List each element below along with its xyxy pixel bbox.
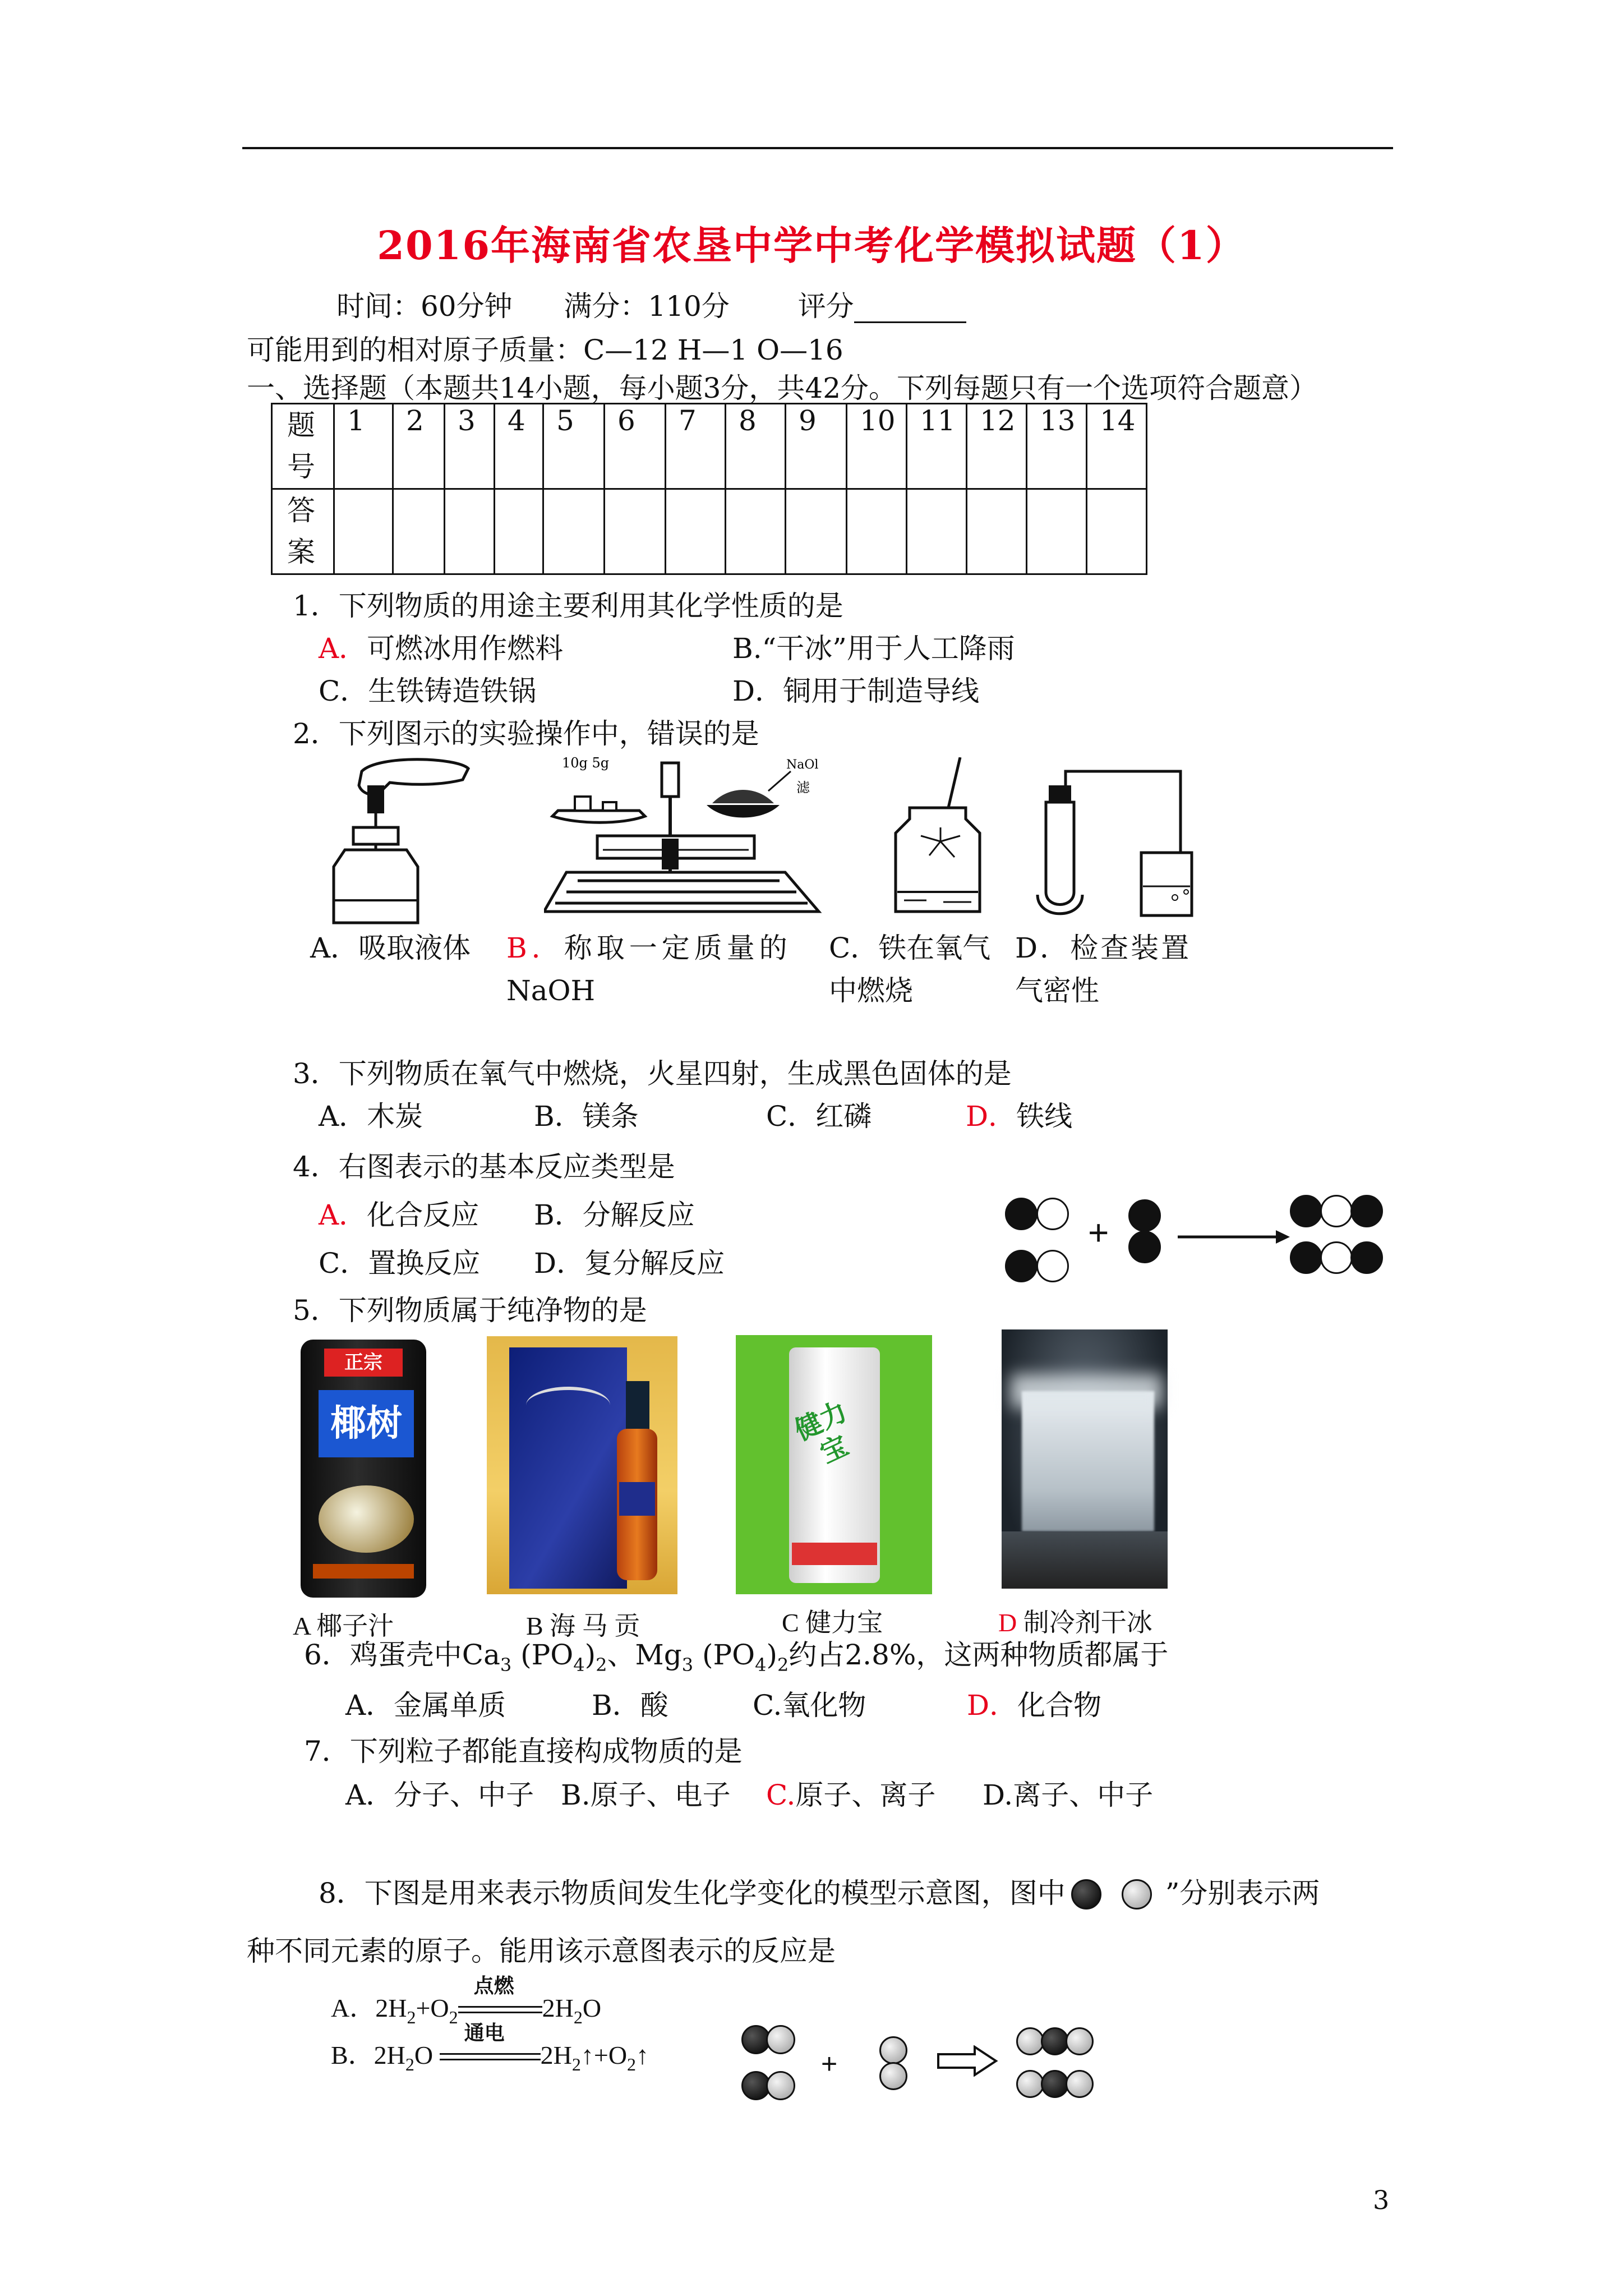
answer-cell[interactable]: [543, 489, 605, 574]
atom-black: [1005, 1250, 1038, 1282]
q7-option-a[interactable]: A．分子、中子: [345, 1779, 534, 1811]
answer-cell[interactable]: [907, 489, 967, 574]
atomic-mass-note: 可能用到的相对原子质量：C—12 H—1 O—16: [247, 334, 843, 366]
table-header-cell: 答 案: [272, 489, 334, 574]
atom-gray: [766, 2025, 795, 2054]
table-cell: 12: [967, 404, 1027, 489]
table-cell: 3: [445, 404, 495, 489]
atom-black: [1128, 1231, 1161, 1263]
answer-cell[interactable]: [393, 489, 445, 574]
can-brand-text: 健力宝: [790, 1395, 854, 1470]
answer-cell[interactable]: [666, 489, 726, 574]
table-cell: 13: [1027, 404, 1087, 489]
score-blank[interactable]: [854, 295, 966, 323]
q1-option-a[interactable]: A．可燃冰用作燃料: [319, 632, 564, 665]
atom-gray: [1016, 2070, 1044, 2098]
jianlibao-image: [736, 1335, 932, 1594]
full-score: 满分：110分: [564, 290, 730, 323]
atom-black: [1290, 1241, 1322, 1274]
answer-cell[interactable]: [1027, 489, 1087, 574]
atom-white: [1036, 1198, 1069, 1230]
q2-option-b-cont: NaOH: [506, 974, 596, 1007]
can-label-top: 正宗: [324, 1349, 403, 1377]
answer-cell[interactable]: [495, 489, 543, 574]
plus-sign: +: [821, 2048, 838, 2079]
q8-stem-cont: 种不同元素的原子。能用该示意图表示的反应是: [247, 1935, 836, 1967]
q2-option-c-cont: 中燃烧: [829, 974, 913, 1007]
q1-stem: 1．下列物质的用途主要利用其化学性质的是: [293, 590, 843, 622]
table-cell: 11: [907, 404, 967, 489]
arrow-icon: [1178, 1228, 1290, 1245]
q4-option-c[interactable]: C．置换反应: [319, 1247, 481, 1280]
table-row: [272, 489, 1147, 574]
section-heading: 一、选择题（本题共14小题，每小题3分，共42分。下列每题只有一个选项符合题意）: [247, 372, 1318, 404]
q6-option-c[interactable]: C.氧化物: [753, 1689, 866, 1722]
atom-gray: [1066, 2070, 1094, 2098]
q7-stem: 7．下列粒子都能直接构成物质的是: [304, 1735, 743, 1768]
q2-option-a[interactable]: A．吸取液体: [310, 932, 471, 964]
q1-option-d[interactable]: D．铜用于制造导线: [732, 675, 980, 707]
q4-option-a[interactable]: A．化合反应: [319, 1199, 479, 1231]
q4-option-d[interactable]: D．复分解反应: [534, 1247, 725, 1280]
atom-black: [1128, 1199, 1161, 1232]
atom-black: [1041, 2027, 1069, 2055]
q2-option-d[interactable]: D．检查装置: [1015, 932, 1192, 964]
atom-black: [1350, 1195, 1383, 1227]
table-header-cell: 题 号: [272, 404, 334, 489]
answer-cell[interactable]: [1087, 489, 1147, 574]
answer-cell[interactable]: [847, 489, 907, 574]
table-cell: 1: [334, 404, 393, 489]
table-cell: 8: [726, 404, 786, 489]
atom-white: [1320, 1195, 1353, 1227]
q8-stem-text-end: ”分别表示两: [1165, 1877, 1320, 1910]
table-cell: 6: [605, 404, 666, 489]
airtightness-figure: [1032, 769, 1200, 920]
q1-option-b[interactable]: B.“干冰”用于人工降雨: [732, 632, 1015, 665]
q2-option-d-cont: 气密性: [1015, 974, 1099, 1007]
answer-cell[interactable]: [334, 489, 393, 574]
q4-option-b[interactable]: B．分解反应: [534, 1199, 695, 1231]
reaction-condition: 通电: [464, 2022, 505, 2045]
iron-burning-figure: [887, 757, 988, 914]
time-limit: 时间：60分钟: [336, 290, 513, 323]
q5-stem: 5．下列物质属于纯净物的是: [293, 1294, 647, 1327]
atom-gray: [766, 2071, 795, 2100]
atom-gray: [1016, 2027, 1044, 2055]
atom-black: [1005, 1198, 1038, 1230]
q5-option-c[interactable]: C 健力宝: [782, 1608, 883, 1637]
q5-option-b[interactable]: B 海 马 贡: [526, 1612, 640, 1640]
hollow-arrow-icon: [937, 2045, 998, 2077]
table-cell: 5: [543, 404, 605, 489]
exam-meta: [336, 289, 966, 323]
q3-stem: 3．下列物质在氧气中燃烧，火星四射，生成黑色固体的是: [293, 1057, 1012, 1090]
dropper-figure: [328, 754, 474, 928]
atom-gray: [879, 2062, 907, 2090]
q5-option-d[interactable]: D 制冷剂干冰: [998, 1608, 1152, 1637]
q3-option-d[interactable]: D．铁线: [966, 1100, 1073, 1133]
atom-black: [1290, 1195, 1322, 1227]
table-cell: 7: [666, 404, 726, 489]
can-label-brand: 椰树: [319, 1390, 414, 1457]
q6-option-d[interactable]: D．化合物: [967, 1689, 1102, 1722]
q2-option-b[interactable]: B．称取一定质量的: [506, 932, 792, 964]
q5-option-a[interactable]: A 椰子汁: [293, 1612, 394, 1640]
answer-cell[interactable]: [605, 489, 666, 574]
atom-white: [1036, 1250, 1069, 1282]
exam-title: 2016年海南省农垦中学中考化学模拟试题（1）: [377, 222, 1246, 269]
reaction-condition: 点燃: [473, 1975, 514, 1998]
atom-black: [1041, 2070, 1069, 2098]
page-number: 3: [1373, 2185, 1390, 2215]
q6-option-b[interactable]: B．酸: [592, 1689, 668, 1722]
q6-stem: 6．鸡蛋壳中$Ca_3$ $(PO_4)_2$、$Mg_3$ $(PO_4)_2$约占2.8%，这两种物质都属于: [304, 1639, 1169, 1676]
q8-stem-text: 8．下图是用来表示物质间发生化学变化的模型示意图，图中: [319, 1877, 1066, 1910]
q7-option-d[interactable]: D.离子、中子: [983, 1779, 1154, 1811]
q2-option-c[interactable]: C．铁在氧气: [829, 932, 991, 964]
q8-option-a[interactable]: A．$2H_2+O_2$ 点燃 $2H_2O$: [331, 1993, 601, 2033]
haimagong-image: [487, 1336, 677, 1594]
q4-stem: 4．右图表示的基本反应类型是: [293, 1151, 675, 1183]
atom-gray: [879, 2036, 907, 2064]
score-label: 评分: [797, 290, 854, 323]
balance-figure: [544, 752, 824, 920]
balance-paper-label: 滤: [796, 780, 810, 795]
coconut-juice-image: [296, 1340, 431, 1598]
balance-naoh-label: NaOl: [786, 758, 819, 772]
q8-stem: [319, 1876, 1320, 1910]
q3-option-a[interactable]: A．木炭: [319, 1100, 423, 1133]
atom-white: [1320, 1241, 1353, 1274]
answer-cell[interactable]: [967, 489, 1027, 574]
answer-cell[interactable]: [445, 489, 495, 574]
table-cell: 10: [847, 404, 907, 489]
black-atom-icon: [1071, 1879, 1101, 1910]
atom-gray: [1066, 2027, 1094, 2055]
q7-option-c[interactable]: C.原子、离子: [766, 1779, 936, 1811]
table-cell: 14: [1087, 404, 1147, 489]
table-cell: 9: [786, 404, 847, 489]
atom-black: [1350, 1241, 1383, 1274]
answer-table: [271, 403, 1147, 575]
answer-cell[interactable]: [726, 489, 786, 574]
q1-option-c[interactable]: C．生铁铸造铁锅: [319, 675, 537, 707]
header-rule: [242, 147, 1393, 149]
table-cell: 2: [393, 404, 445, 489]
table-cell: 4: [495, 404, 543, 489]
q2-stem: 2．下列图示的实验操作中，错误的是: [293, 717, 759, 750]
gray-atom-icon: [1122, 1879, 1152, 1910]
table-row: [272, 404, 1147, 489]
q3-option-c[interactable]: C．红磷: [766, 1100, 872, 1133]
balance-weights-label: 10g 5g: [562, 755, 610, 771]
q8-option-b[interactable]: B．$2H_2O$ 通电 $2H_2↑+O_2↑$: [331, 2040, 649, 2080]
q6-option-a[interactable]: A．金属单质: [345, 1689, 506, 1722]
plus-sign: +: [1088, 1212, 1109, 1253]
q7-option-b[interactable]: B.原子、电子: [561, 1779, 731, 1811]
answer-cell[interactable]: [786, 489, 847, 574]
dry-ice-image: [1002, 1329, 1168, 1589]
q3-option-b[interactable]: B．镁条: [534, 1100, 639, 1133]
